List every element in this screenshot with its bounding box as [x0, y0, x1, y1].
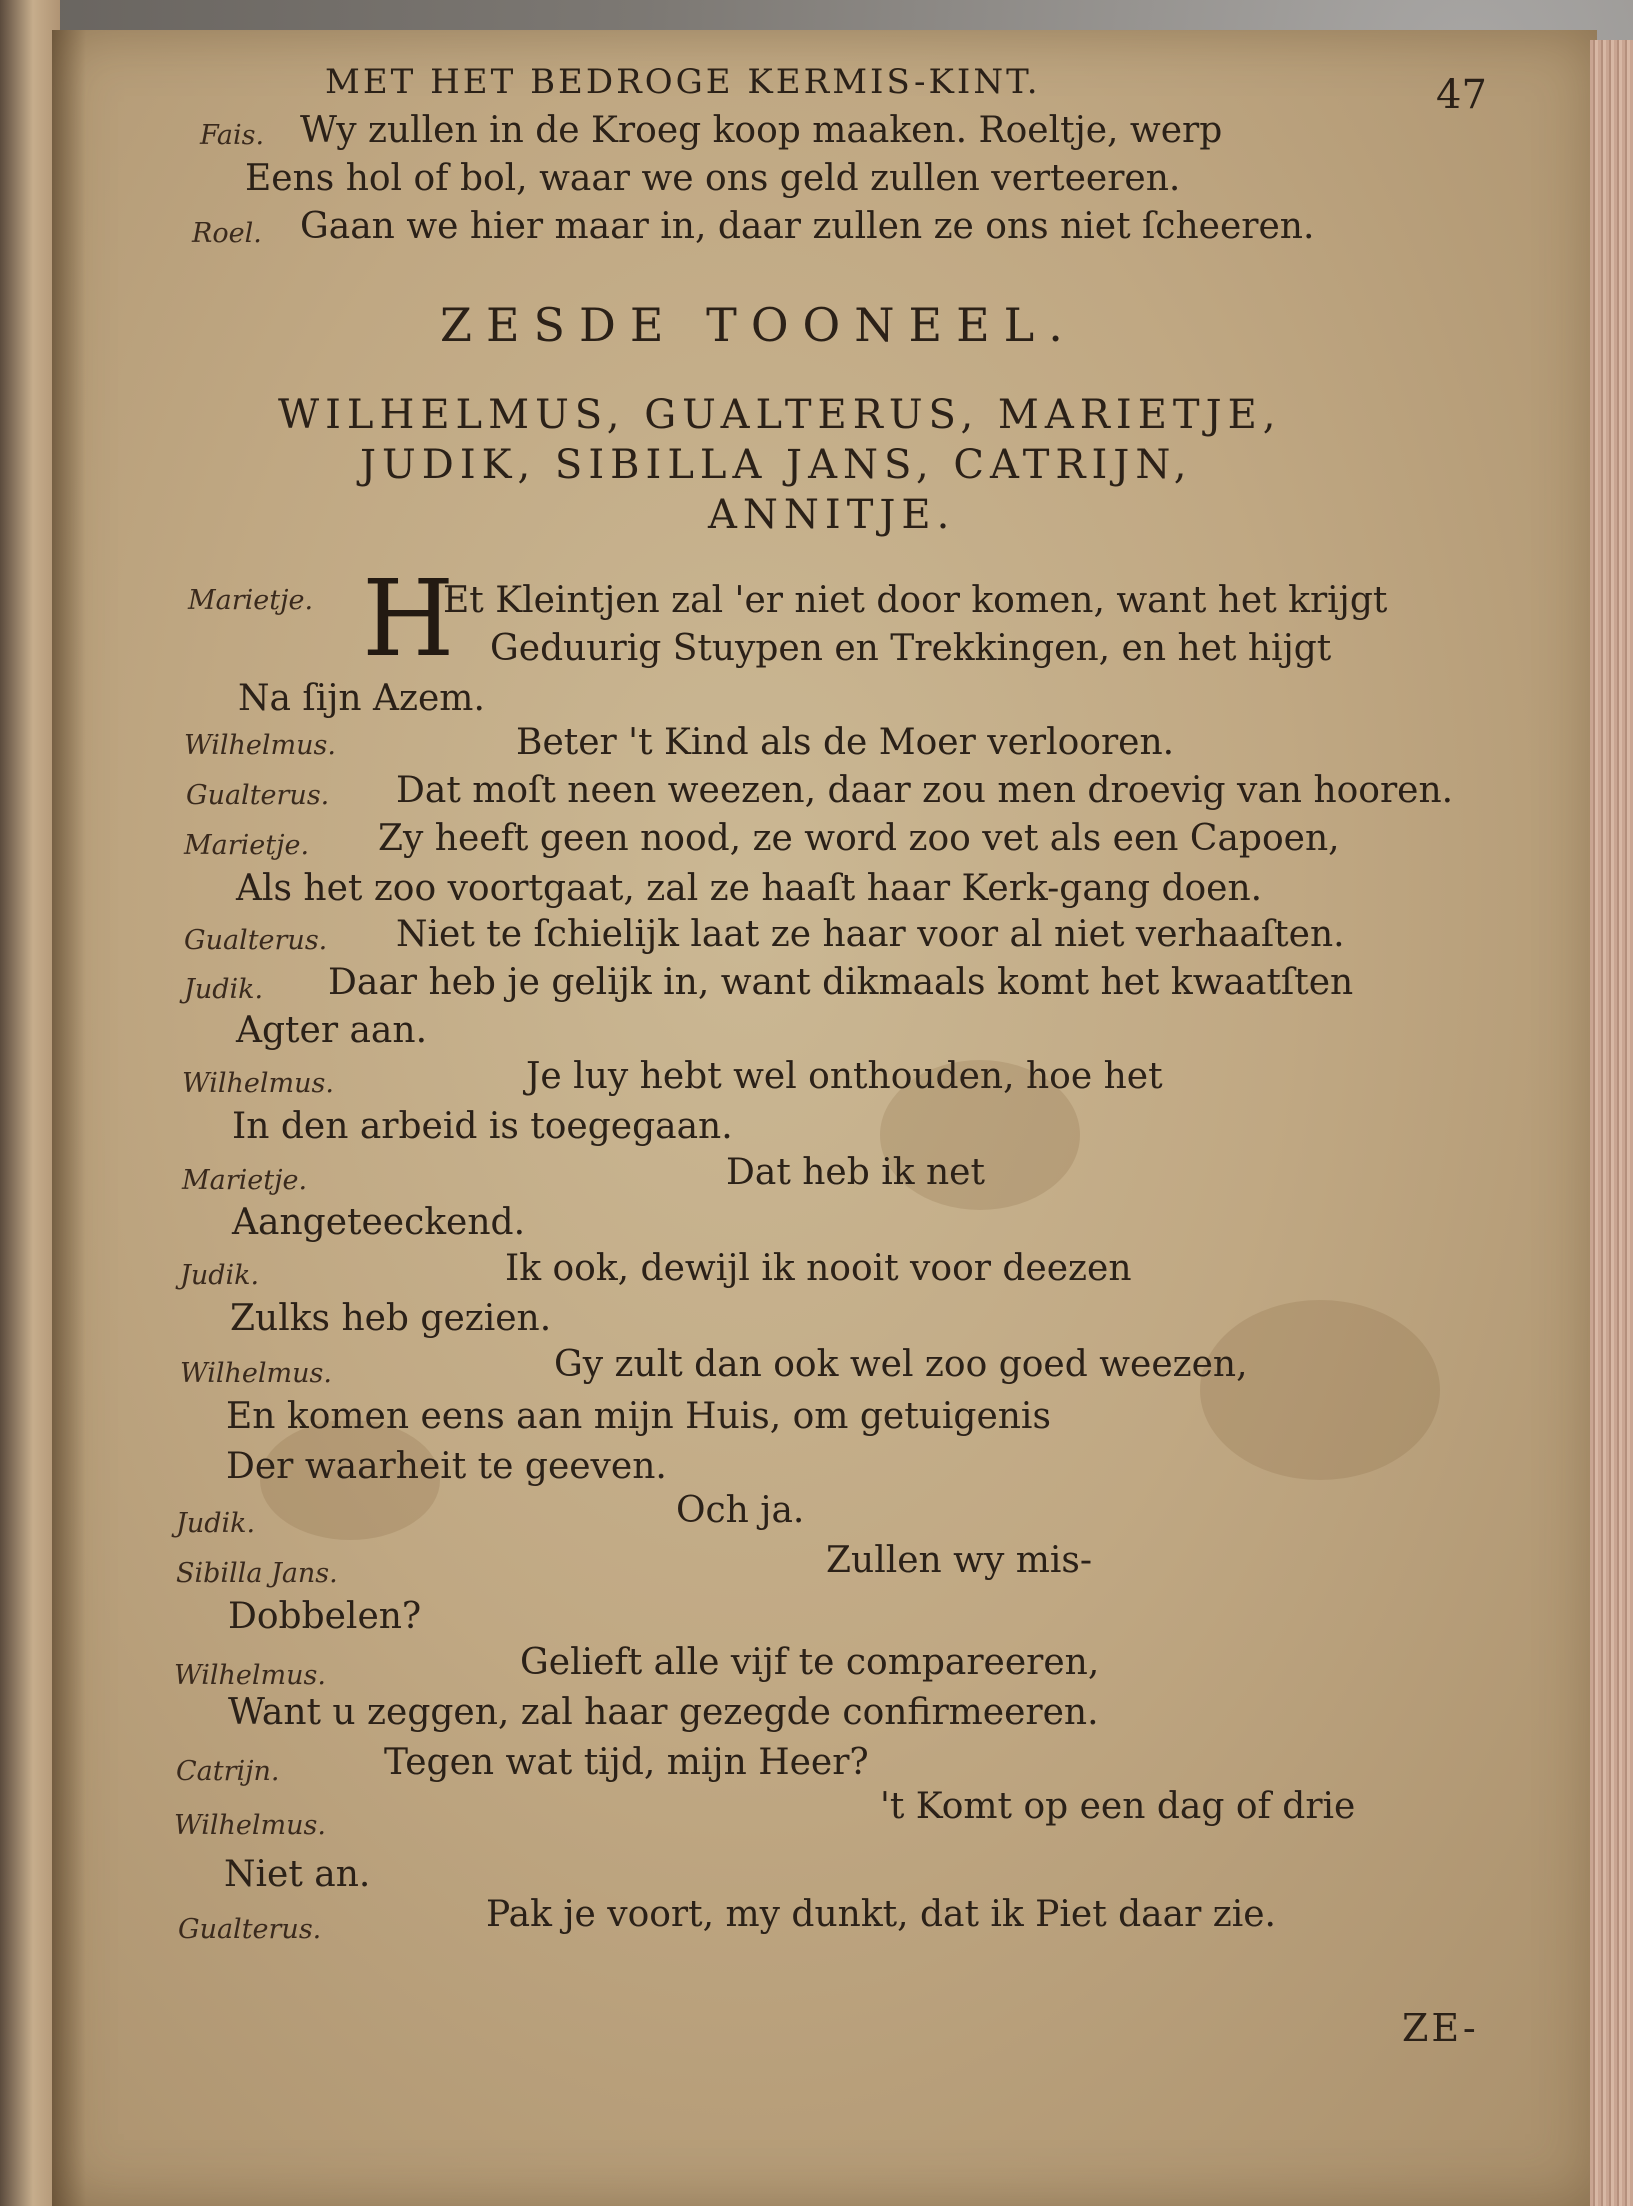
verse-line: Want u zeggen, zal haar gezegde confirmeeren. — [228, 1692, 1099, 1733]
verse-line: Niet an. — [224, 1854, 371, 1895]
speaker: Catrijn. — [176, 1756, 280, 1787]
speaker: Judik. — [184, 974, 264, 1005]
verse-line: Dat moſt neen weezen, daar zou men droevig van hooren. — [396, 770, 1454, 811]
speaker: Sibilla Jans. — [176, 1558, 338, 1589]
verse-line: Je luy hebt wel onthouden, hoe het — [526, 1056, 1163, 1097]
scene-title: ZESDE TOONEEL. — [440, 298, 1077, 352]
spine-shadow — [52, 30, 86, 2206]
verse-line: Zy heeft geen nood, ze word zoo vet als een Capoen, — [378, 818, 1340, 859]
verse-line: Niet te ſchielijk laat ze haar voor al niet verhaaſten. — [396, 914, 1345, 955]
verse-line: Zullen wy mis- — [826, 1540, 1093, 1581]
speaker: Judik. — [176, 1508, 256, 1539]
speaker: Wilhelmus. — [184, 730, 336, 761]
verse-line: Tegen wat tijd, mijn Heer? — [384, 1742, 869, 1783]
verse-line: Geduurig Stuypen en Trekkingen, en het hijgt — [490, 628, 1332, 669]
verse-line: Et Kleintjen zal 'er niet door komen, want het krijgt — [443, 580, 1388, 621]
verse-line: Na ſijn Azem. — [238, 678, 485, 719]
speaker: Gualterus. — [186, 780, 330, 811]
verse-line: Eens hol of bol, waar we ons geld zullen verteeren. — [245, 158, 1181, 199]
verse-line: Gelieft alle vijf te compareeren, — [520, 1642, 1100, 1683]
verse-line: Gaan we hier maar in, daar zullen ze ons niet ſcheeren. — [300, 206, 1315, 247]
verse-line: 't Komt op een dag of drie — [880, 1786, 1356, 1827]
verse-line: Dat heb ik net — [726, 1152, 985, 1193]
verse-line: In den arbeid is toegegaan. — [232, 1106, 733, 1147]
page-block-edge — [1590, 40, 1633, 2206]
verse-line: Beter 't Kind als de Moer verlooren. — [516, 722, 1175, 763]
speaker: Judik. — [180, 1260, 260, 1291]
verse-line: Aangeteeckend. — [232, 1202, 526, 1243]
verse-line: Daar heb je gelijk in, want dikmaals komt het kwaatſten — [328, 962, 1354, 1003]
speaker: Wilhelmus. — [174, 1660, 326, 1691]
speaker: Gualterus. — [184, 925, 328, 956]
speaker: Marietje. — [182, 1165, 308, 1196]
verse-line: Ik ook, dewijl ik nooit voor deezen — [505, 1248, 1132, 1289]
speaker: Gualterus. — [178, 1914, 322, 1945]
verse-line: Der waarheit te geeven. — [226, 1446, 667, 1487]
verse-line: Als het zoo voortgaat, zal ze haaſt haar Kerk-gang doen. — [236, 868, 1263, 909]
speaker: Marietje. — [188, 585, 314, 616]
verse-line: Pak je voort, my dunkt, dat ik Piet daar zie. — [486, 1894, 1276, 1935]
catchword: ZE- — [1402, 2006, 1479, 2050]
drop-cap: H — [362, 557, 455, 680]
verse-line: Agter aan. — [236, 1010, 428, 1051]
page-number: 47 — [1436, 72, 1487, 118]
cast-line: WILHELMUS, GUALTERUS, MARIETJE, — [278, 392, 1282, 438]
speaker: Fais. — [200, 120, 265, 151]
verse-line: Gy zult dan ook wel zoo goed weezen, — [554, 1344, 1248, 1385]
verse-line: Zulks heb gezien. — [230, 1298, 552, 1339]
speaker: Roel. — [192, 218, 262, 249]
speaker: Wilhelmus. — [174, 1810, 326, 1841]
speaker: Wilhelmus. — [180, 1358, 332, 1389]
cast-line: JUDIK, SIBILLA JANS, CATRIJN, — [360, 442, 1193, 488]
verse-line: En komen eens aan mijn Huis, om getuigenis — [226, 1396, 1051, 1437]
speaker: Wilhelmus. — [182, 1068, 334, 1099]
verse-line: Wy zullen in de Kroeg koop maaken. Roeltje, werp — [300, 110, 1223, 151]
cast-line: ANNITJE. — [708, 492, 956, 538]
verse-line: Och ja. — [676, 1490, 805, 1531]
stain — [1200, 1300, 1440, 1480]
speaker: Marietje. — [184, 830, 310, 861]
previous-page-edge — [0, 0, 60, 2206]
running-title: MET HET BEDROGE KERMIS-KINT. — [325, 62, 1041, 102]
verse-line: Dobbelen? — [228, 1596, 422, 1637]
